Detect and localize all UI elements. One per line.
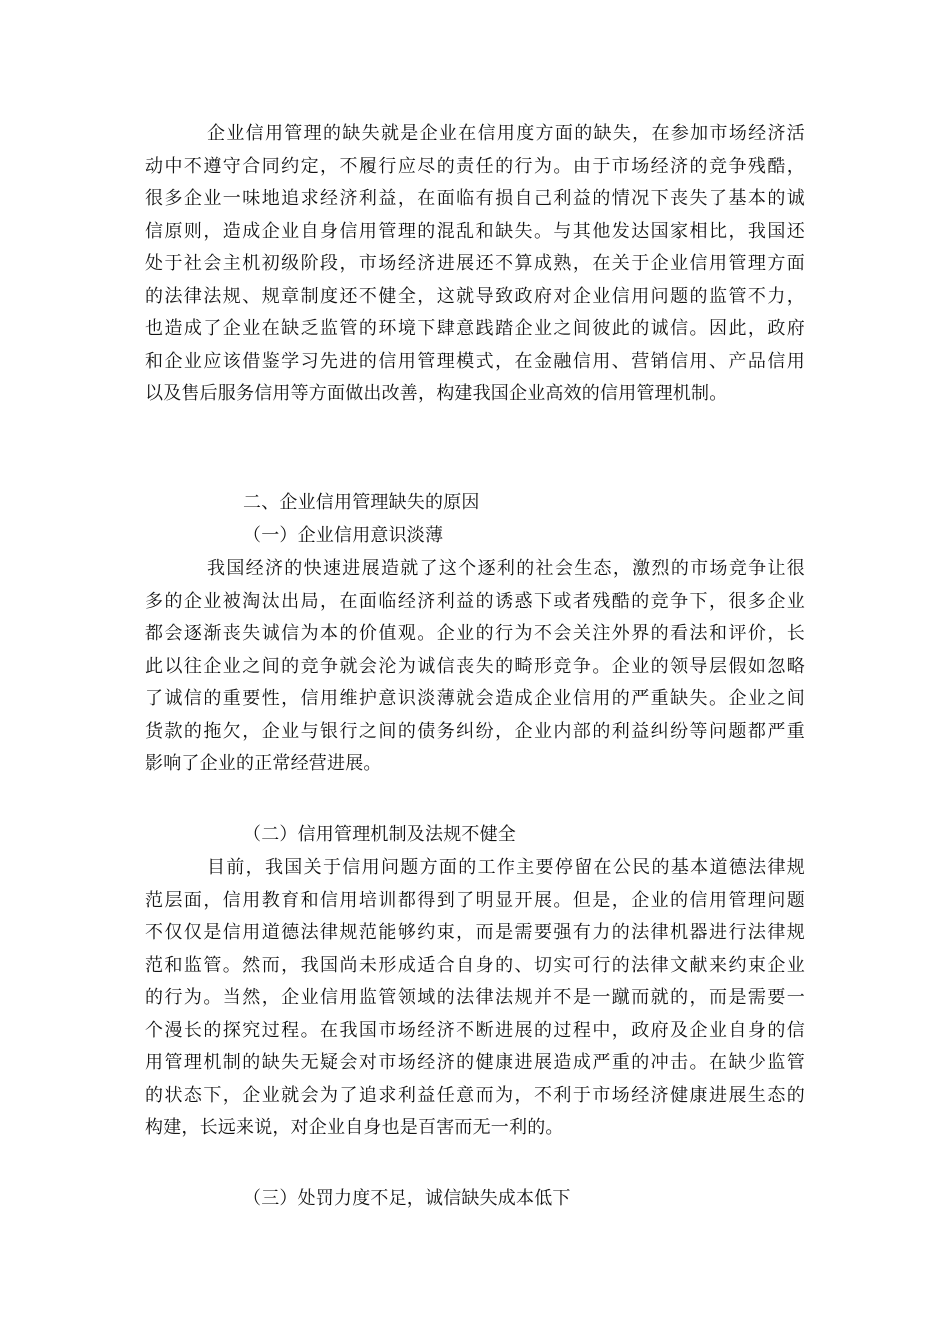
text-line: 很多企业一味地追求经济利益，在面临有损自己利益的情况下丧失了基本的诚 (145, 188, 805, 209)
text-line: 我国经济的快速进展造就了这个逐利的社会生态，激烈的市场竞争让很 (207, 558, 805, 579)
subsection-heading-text: （一）企业信用意识淡薄 (243, 525, 444, 546)
text-line: 都会逐渐丧失诚信为本的价值观。企业的行为不会关注外界的看法和评价，长 (145, 623, 805, 644)
text-line: 范和监管。然而，我国尚未形成适合自身的、切实可行的法律文献来约束企业 (145, 954, 805, 976)
text-line: 影响了企业的正常经营进展。 (145, 753, 382, 774)
subsection-heading (145, 520, 805, 553)
text-line: 企业信用管理的缺失就是企业在信用度方面的缺失，在参加市场经济活 (207, 123, 805, 144)
section-heading-text: 二、企业信用管理缺失的原因 (243, 492, 480, 513)
subsection-heading-text: （二）信用管理机制及法规不健全 (243, 824, 516, 845)
subsection-heading (145, 1183, 805, 1216)
text-line: 个漫长的探究过程。在我国市场经济不断进展的过程中，政府及企业自身的信 (145, 1019, 805, 1041)
text-line: 货款的拖欠，企业与银行之间的债务纠纷，企业内部的利益纠纷等问题都严重 (145, 720, 805, 742)
text-line: 的行为。当然，企业信用监管领域的法律法规并不是一蹴而就的，而是需要一 (145, 987, 805, 1008)
text-line: 和企业应该借鉴学习先进的信用管理模式，在金融信用、营销信用、产品信用 (145, 350, 805, 372)
text-line: 以及售后服务信用等方面做出改善，构建我国企业高效的信用管理机制。 (145, 383, 728, 404)
text-line: 的法律法规、规章制度还不健全，这就导致政府对企业信用问题的监管不力， (145, 285, 805, 307)
subsection-heading-text: （三）处罚力度不足，诚信缺失成本低下 (243, 1188, 571, 1209)
text-line: 了诚信的重要性，信用维护意识淡薄就会造成企业信用的严重缺失。企业之间 (145, 688, 805, 709)
paragraph-mechanism-and-regulations (145, 852, 805, 1145)
text-line: 范层面，信用教育和信用培训都得到了明显开展。但是，企业的信用管理问题 (145, 889, 805, 911)
text-line: 的状态下，企业就会为了追求利益任意而为，不利于市场经济健康进展生态的 (145, 1084, 805, 1106)
text-line: 动中不遵守合同约定，不履行应尽的责任的行为。由于市场经济的竞争残酷， (145, 155, 805, 177)
text-line: 用管理机制的缺失无疑会对市场经济的健康进展造成严重的冲击。在缺少监管 (145, 1052, 805, 1073)
subsection-heading (145, 819, 805, 852)
paragraph-weak-credit-awareness (145, 553, 805, 781)
text-line: 目前，我国关于信用问题方面的工作主要停留在公民的基本道德法律规 (207, 857, 805, 878)
text-line: 多的企业被淘汰出局，在面临经济利益的诱惑下或者残酷的竞争下，很多企业 (145, 590, 805, 612)
text-line: 此以往企业之间的竞争就会沦为诚信丧失的畸形竞争。企业的领导层假如忽略 (145, 655, 805, 677)
text-line: 处于社会主机初级阶段，市场经济进展还不算成熟，在关于企业信用管理方面 (145, 253, 805, 274)
section-heading (145, 487, 805, 520)
paragraph-credit-management-deficiency (145, 118, 805, 411)
text-line: 不仅仅是信用道德法律规范能够约束，而是需要强有力的法律机器进行法律规 (145, 922, 805, 943)
text-line: 信原则，造成企业自身信用管理的混乱和缺失。与其他发达国家相比，我国还 (145, 220, 805, 242)
text-line: 也造成了企业在缺乏监管的环境下肆意践踏企业之间彼此的诚信。因此，政府 (145, 318, 805, 339)
text-line: 构建，长远来说，对企业自身也是百害而无一利的。 (145, 1117, 564, 1138)
